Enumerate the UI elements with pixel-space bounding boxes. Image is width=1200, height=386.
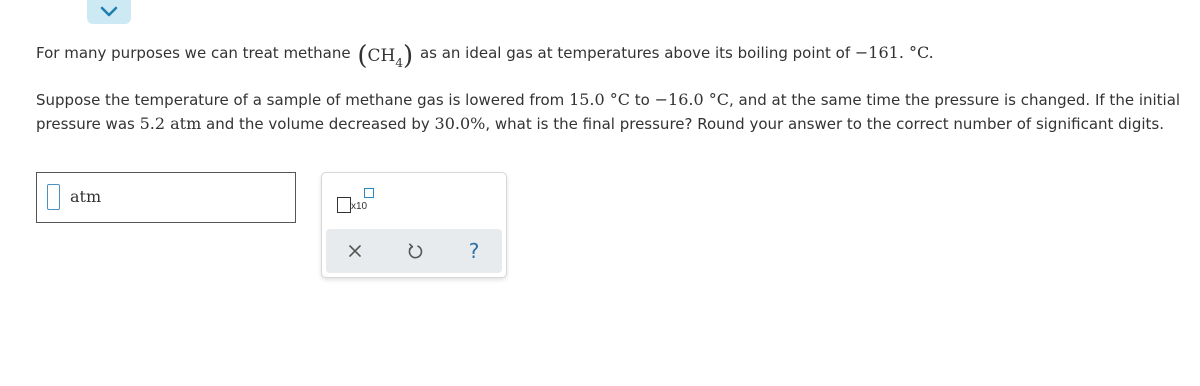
formula-main: CH bbox=[367, 46, 396, 66]
open-paren: ( bbox=[357, 41, 368, 71]
question-text: , and at the same time the pressure is changed. If the initial bbox=[728, 91, 1181, 109]
mantissa-box-icon bbox=[337, 197, 351, 213]
collapse-toggle-button[interactable] bbox=[87, 0, 131, 24]
methane-formula bbox=[357, 43, 413, 69]
question-text: , what is the final pressure? Round your answer to the correct number of significant digits. bbox=[485, 115, 1165, 133]
formula-subscript: 4 bbox=[395, 56, 404, 70]
question-text: Suppose the temperature of a sample of methane gas is lowered from bbox=[36, 91, 570, 109]
final-temperature: −16.0 °C bbox=[654, 90, 729, 109]
action-toolbar bbox=[326, 229, 502, 273]
answer-input-field[interactable] bbox=[47, 184, 60, 210]
undo-icon bbox=[406, 242, 424, 260]
answer-input-area[interactable] bbox=[36, 172, 296, 223]
scientific-notation-button[interactable] bbox=[337, 187, 377, 213]
answer-unit-label: atm bbox=[70, 187, 102, 206]
help-icon: ? bbox=[468, 239, 480, 263]
boiling-point-value: −161. °C. bbox=[854, 43, 934, 62]
question-line-3 bbox=[36, 114, 1164, 133]
clear-button[interactable] bbox=[335, 229, 375, 273]
question-text: as an ideal gas at temperatures above its boiling point of bbox=[415, 44, 855, 62]
question-text: For many purposes we can treat methane bbox=[36, 44, 356, 62]
close-paren: ) bbox=[403, 41, 414, 71]
initial-temperature: 15.0 °C bbox=[569, 90, 631, 109]
question-text: pressure was bbox=[36, 115, 140, 133]
help-button[interactable] bbox=[454, 229, 494, 273]
math-tools-panel bbox=[321, 172, 507, 278]
volume-decrease-percent: 30.0% bbox=[434, 114, 486, 133]
exponent-box-icon bbox=[364, 188, 374, 198]
question-line-2 bbox=[36, 90, 1180, 109]
question-text: to bbox=[630, 91, 655, 109]
question-line-1 bbox=[36, 43, 934, 69]
question-text: and the volume decreased by bbox=[201, 115, 435, 133]
initial-pressure: 5.2 atm bbox=[139, 114, 202, 133]
chevron-down-icon bbox=[99, 5, 119, 19]
close-icon bbox=[348, 244, 362, 258]
undo-button[interactable] bbox=[395, 229, 435, 273]
sci-notation-label: x10 bbox=[351, 201, 368, 212]
